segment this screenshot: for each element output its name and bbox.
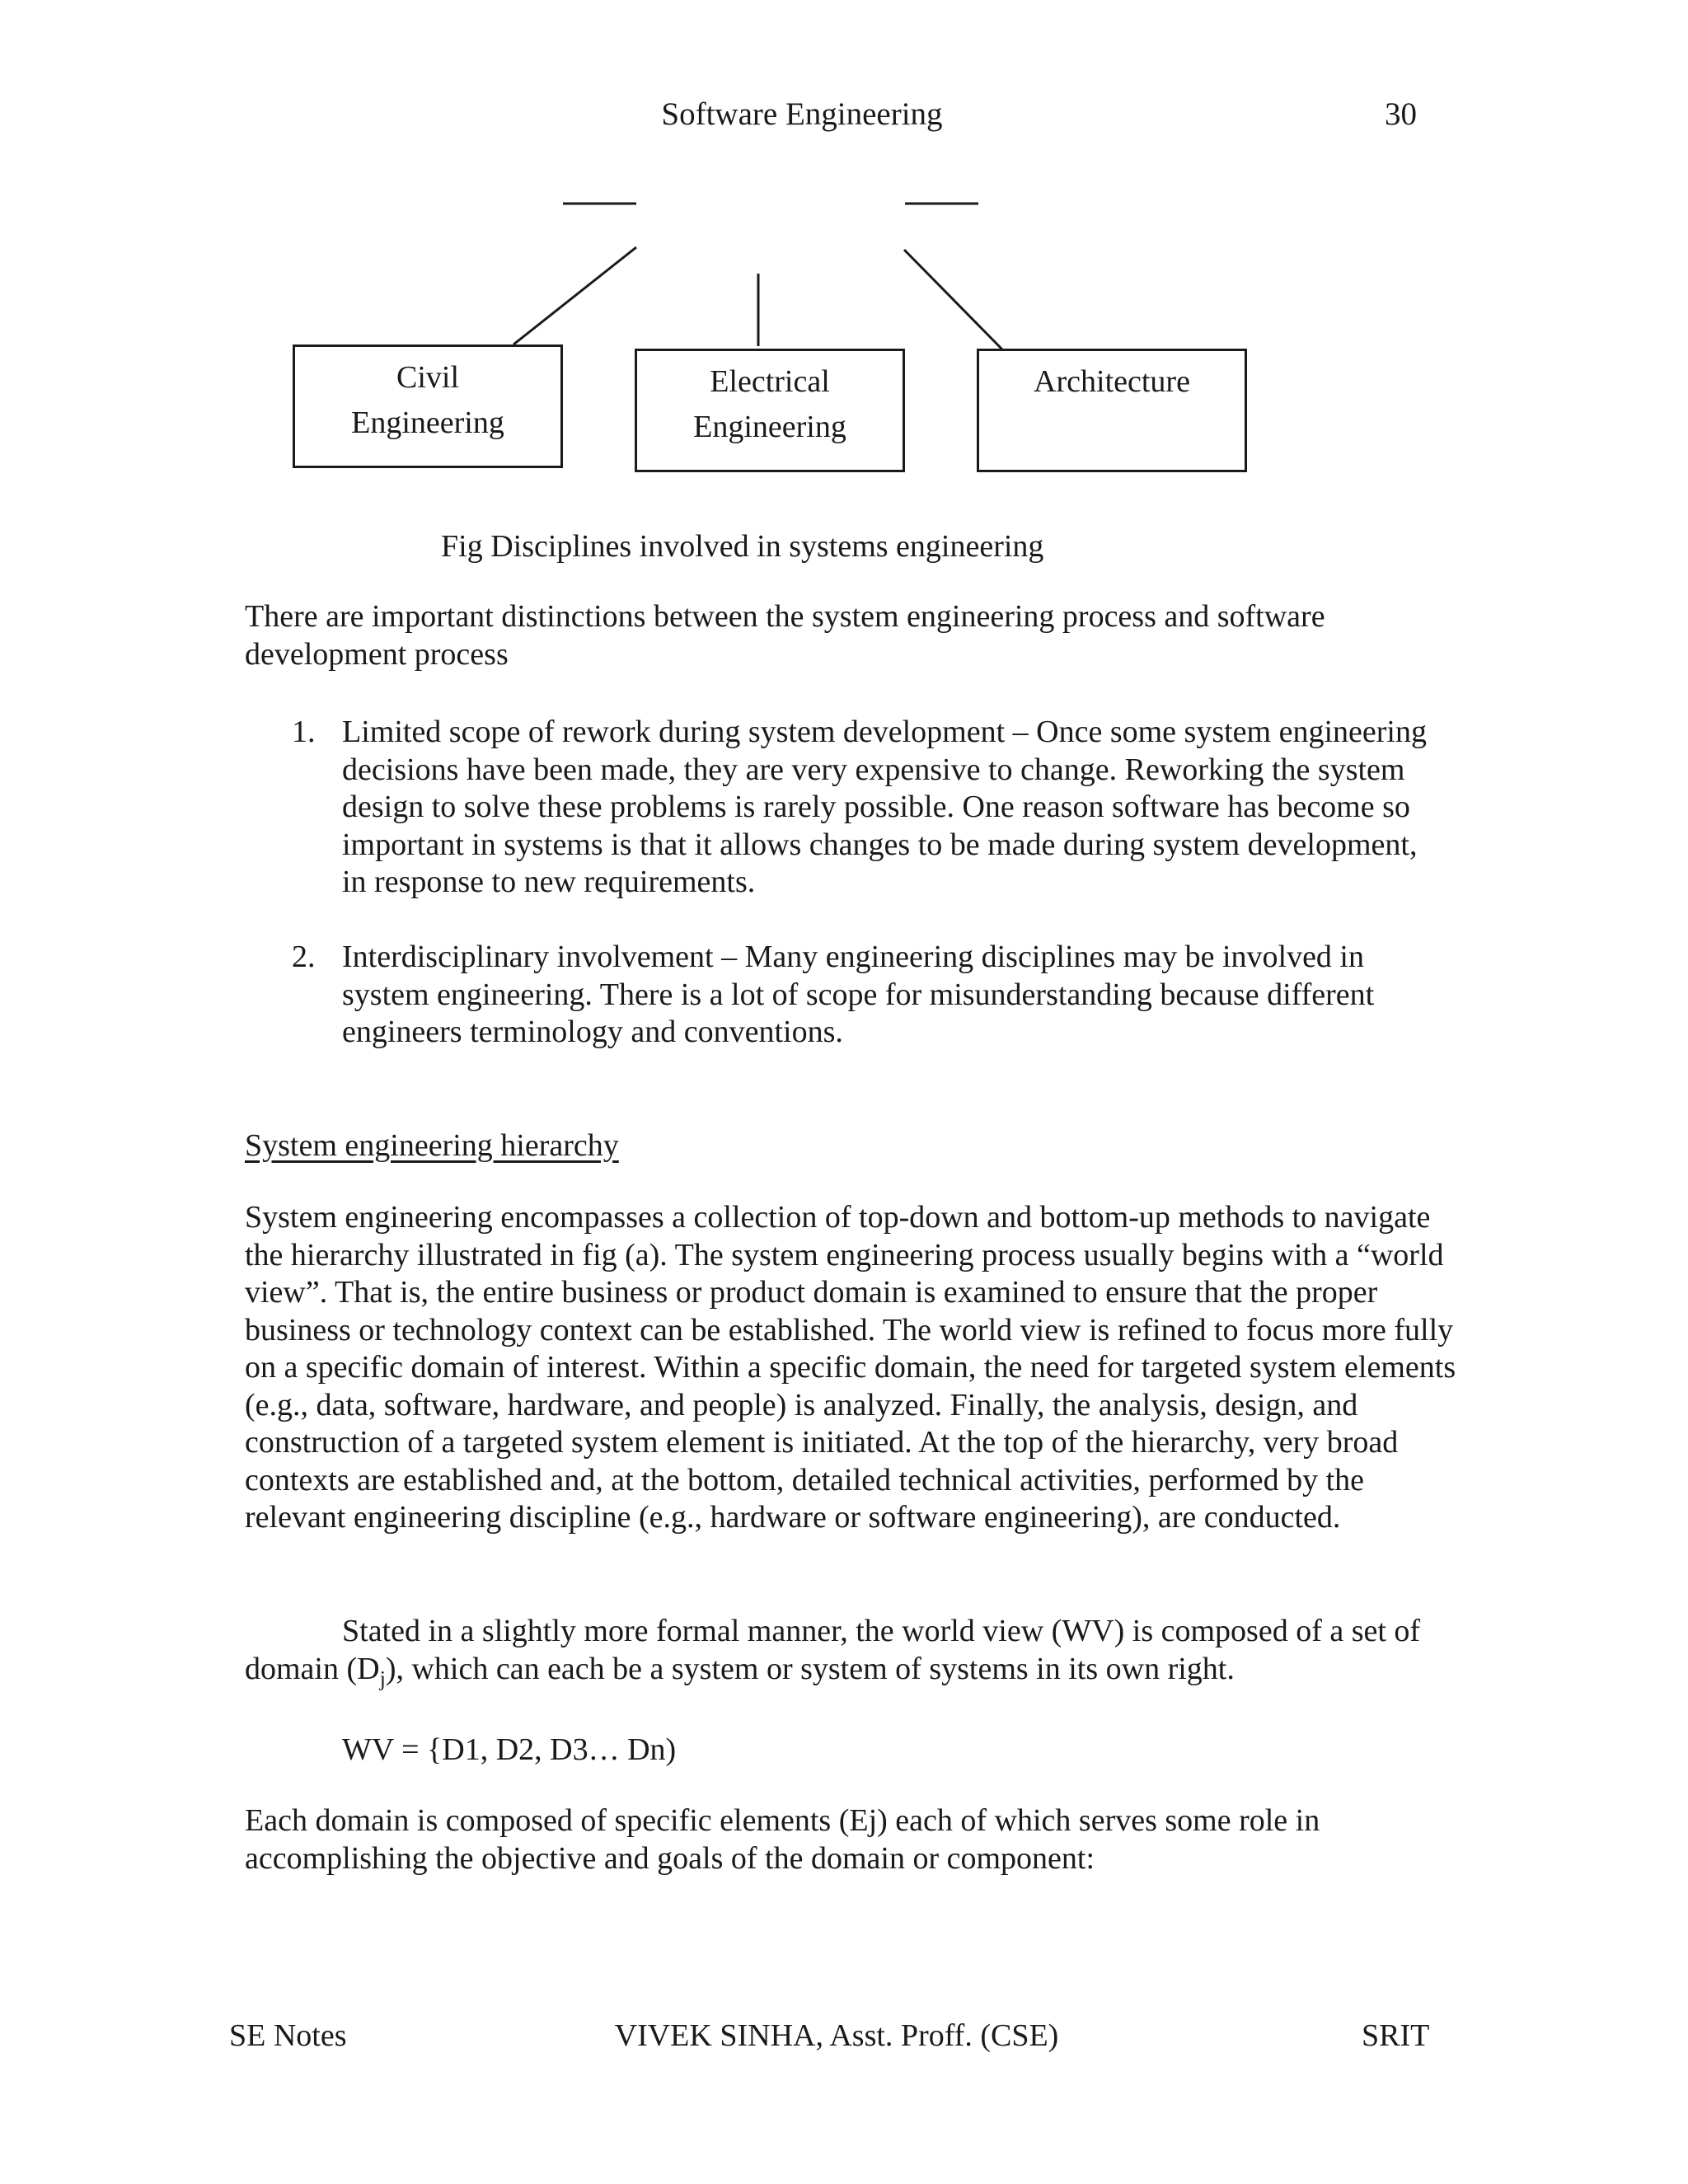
list-item-number: 2. <box>292 940 316 974</box>
figure-caption: Fig Disciplines involved in systems engineering <box>441 529 1044 564</box>
box-electrical-line1: Electrical <box>710 364 830 399</box>
connector-to-architecture <box>904 250 1002 349</box>
page-number: 30 <box>1385 96 1417 132</box>
world-view-formula: WV = {D1, D2, D3… Dn) <box>342 1732 677 1767</box>
box-architecture <box>977 349 1247 472</box>
footer-right: SRIT <box>1362 2018 1430 2053</box>
world-view-paragraph <box>245 1613 1465 1698</box>
box-architecture-line1: Architecture <box>1034 364 1190 399</box>
list-item-text: Limited scope of rework during system development – Once some system engineering decisions have been made, they are very expensive to change. Reworking the system design to solve these problems is rarely possible. One reason software has become so important in systems is that it allows changes to be made during system development, in response to new requirements. <box>342 715 1427 899</box>
section-heading: System engineering hierarchy <box>245 1128 619 1163</box>
footer-center: VIVEK SINHA, Asst. Proff. (CSE) <box>614 2018 1059 2053</box>
world-view-text-b: ), which can each be a system or system of systems in its own right. <box>385 1651 1235 1686</box>
page-header-title: Software Engineering <box>661 96 943 132</box>
list-item-text: Interdisciplinary involvement – Many engineering disciplines may be involved in system engineering. There is a lot of scope for misunderstanding because different engineers terminology and conventions. <box>342 940 1375 1049</box>
hierarchy-paragraph: System engineering encompasses a collection of top-down and bottom-up methods to navigate the hierarchy illustrated in fig (a). The system engineering process usually begins with a “world view”. That is, the entire business or product domain is examined to ensure that the proper business or technology context can be established. The world view is refined to focus more fully on a specific domain of interest. Within a specific domain, the need for targeted system elements (e.g., data, software, hardware, and people) is analyzed. Finally, the analysis, design, and construction of a targeted system element is initiated. At the top of the hierarchy, very broad contexts are established and, at the bottom, detailed technical activities, performed by the relevant engineering discipline (e.g., hardware or software engineering), are conducted. <box>245 1200 1456 1535</box>
box-civil-line1: Civil <box>396 360 460 395</box>
footer-left: SE Notes <box>229 2018 347 2053</box>
world-view-subscript: j <box>379 1666 386 1691</box>
domain-paragraph: Each domain is composed of specific elements (Ej) each of which serves some role in accomplishing the objective and goals of the domain or component: <box>245 1803 1320 1876</box>
intro-paragraph: There are important distinctions between the system engineering process and software development process <box>245 599 1325 672</box>
box-electrical-line2: Engineering <box>693 410 846 444</box>
box-civil-engineering <box>293 344 563 468</box>
connector-to-civil <box>513 247 636 344</box>
box-electrical-engineering <box>635 349 905 472</box>
world-view-text-a: Stated in a slightly more formal manner, the world view (WV) is composed of a set of domain (D <box>245 1614 1421 1686</box>
list-item-number: 1. <box>292 715 316 749</box>
box-civil-line2: Engineering <box>351 405 504 440</box>
